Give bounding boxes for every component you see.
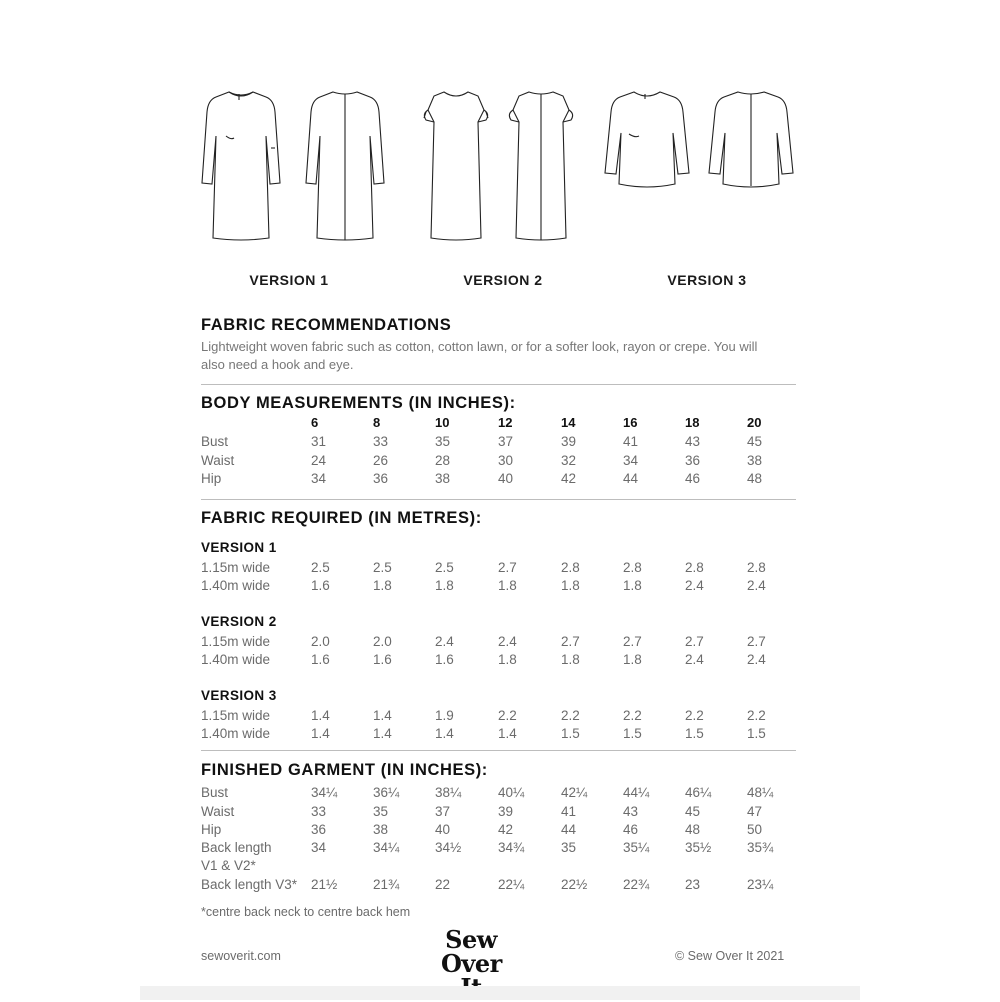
cell-value: 44	[561, 822, 577, 837]
cell-value: 2.8	[685, 560, 704, 575]
cell-value: 34	[623, 453, 639, 468]
cell-value: 28	[435, 453, 451, 468]
size-header: 8	[373, 415, 381, 430]
body-measurement-row	[201, 453, 801, 472]
cell-value: 2.7	[747, 634, 766, 649]
version-2-back-illustration	[501, 88, 581, 243]
cell-value: 1.6	[311, 578, 330, 593]
cell-value: 2.5	[435, 560, 454, 575]
fabric-required-row	[201, 726, 801, 745]
size-header: 20	[747, 415, 762, 430]
cell-value: 2.2	[685, 708, 704, 723]
cell-value: 36	[373, 471, 389, 486]
website-link[interactable]: sewoverit.com	[201, 949, 281, 963]
cell-value: 30	[498, 453, 514, 468]
row-label: Back length V3*	[201, 877, 298, 892]
cell-value: 1.8	[561, 652, 580, 667]
row-label: 1.15m wide	[201, 634, 271, 649]
cell-value: 47	[747, 804, 763, 819]
finished-garment-row	[201, 822, 801, 841]
cell-value: 34	[311, 840, 327, 855]
cell-value: 35½	[685, 840, 712, 855]
cell-value: 44	[623, 471, 639, 486]
cell-value: 48¼	[747, 785, 774, 800]
cell-value: 2.8	[561, 560, 580, 575]
cell-value: 33	[311, 804, 327, 819]
cell-value: 40	[498, 471, 514, 486]
body-measurement-row	[201, 471, 801, 490]
cell-value: 38	[373, 822, 389, 837]
cell-value: 45	[685, 804, 701, 819]
fabric-required-version-3-title: VERSION 3	[201, 688, 277, 703]
cell-value: 37	[435, 804, 451, 819]
cell-value: 1.8	[373, 578, 392, 593]
cell-value: 46	[685, 471, 701, 486]
copyright: © Sew Over It 2021	[675, 949, 785, 963]
fabric-required-title: FABRIC REQUIRED (IN METRES):	[201, 509, 482, 527]
row-label: 1.40m wide	[201, 726, 271, 741]
footnote: *centre back neck to centre back hem	[201, 905, 411, 919]
cell-value: 35¼	[623, 840, 650, 855]
cell-value: 1.5	[623, 726, 642, 741]
fabric-required-version-2-title: VERSION 2	[201, 614, 277, 629]
bottom-band	[140, 986, 860, 1000]
cell-value: 21½	[311, 877, 338, 892]
cell-value: 1.5	[747, 726, 766, 741]
row-label: Hip	[201, 471, 222, 486]
cell-value: 46	[623, 822, 639, 837]
cell-value: 1.4	[498, 726, 517, 741]
size-header: 10	[435, 415, 450, 430]
cell-value: 34½	[435, 840, 462, 855]
cell-value: 2.5	[373, 560, 392, 575]
version-2-front-illustration	[416, 88, 496, 243]
body-measurements-title: BODY MEASUREMENTS (IN INCHES):	[201, 394, 516, 412]
size-header: 16	[623, 415, 638, 430]
finished-garment-row	[201, 840, 801, 859]
cell-value: 1.6	[311, 652, 330, 667]
cell-value: 42	[498, 822, 514, 837]
cell-value: 1.8	[623, 652, 642, 667]
cell-value: 41	[561, 804, 577, 819]
row-label: Hip	[201, 822, 222, 837]
cell-value: 43	[685, 434, 701, 449]
cell-value: 33	[373, 434, 389, 449]
version-2-label: VERSION 2	[463, 272, 543, 288]
finished-garment-row	[201, 877, 801, 896]
cell-value: 34	[311, 471, 327, 486]
cell-value: 2.7	[685, 634, 704, 649]
fabric-required-row	[201, 708, 801, 727]
fabric-required-version-1-title: VERSION 1	[201, 540, 277, 555]
body-measurement-row	[201, 434, 801, 453]
cell-value: 38¼	[435, 785, 462, 800]
row-label: Bust	[201, 434, 229, 449]
cell-value: 35	[435, 434, 451, 449]
cell-value: 1.8	[623, 578, 642, 593]
cell-value: 2.8	[623, 560, 642, 575]
fabric-required-row	[201, 652, 801, 671]
cell-value: 1.6	[373, 652, 392, 667]
version-3-label: VERSION 3	[667, 272, 747, 288]
cell-value: 1.5	[685, 726, 704, 741]
size-header-row	[201, 415, 801, 434]
cell-value: 48	[685, 822, 701, 837]
cell-value: 1.8	[498, 578, 517, 593]
cell-value: 22¾	[623, 877, 650, 892]
cell-value: 34¼	[311, 785, 338, 800]
cell-value: 31	[311, 434, 327, 449]
row-label: 1.40m wide	[201, 578, 271, 593]
cell-value: 1.4	[311, 726, 330, 741]
cell-value: 2.4	[747, 652, 766, 667]
cell-value: 35	[373, 804, 389, 819]
row-label: Waist	[201, 453, 235, 468]
cell-value: 24	[311, 453, 327, 468]
cell-value: 41	[623, 434, 639, 449]
cell-value: 1.5	[561, 726, 580, 741]
cell-value: 1.6	[435, 652, 454, 667]
cell-value: 23	[685, 877, 701, 892]
row-label: V1 & V2*	[201, 858, 256, 873]
cell-value: 2.2	[498, 708, 517, 723]
cell-value: 1.4	[373, 726, 392, 741]
fabric-required-row	[201, 578, 801, 597]
cell-value: 45	[747, 434, 763, 449]
row-label: Waist	[201, 804, 235, 819]
divider	[201, 499, 796, 500]
cell-value: 34¼	[373, 840, 400, 855]
divider	[201, 750, 796, 751]
cell-value: 1.8	[561, 578, 580, 593]
cell-value: 36¼	[373, 785, 400, 800]
cell-value: 2.4	[435, 634, 454, 649]
cell-value: 50	[747, 822, 763, 837]
cell-value: 2.8	[747, 560, 766, 575]
cell-value: 40¼	[498, 785, 525, 800]
cell-value: 34¾	[498, 840, 525, 855]
version-3-back-illustration	[701, 88, 801, 198]
row-label: Bust	[201, 785, 229, 800]
version-1-label: VERSION 1	[249, 272, 329, 288]
cell-value: 38	[747, 453, 763, 468]
cell-value: 36	[311, 822, 327, 837]
cell-value: 2.7	[623, 634, 642, 649]
finished-garment-row	[201, 785, 801, 804]
cell-value: 43	[623, 804, 639, 819]
cell-value: 2.2	[747, 708, 766, 723]
cell-value: 22¼	[498, 877, 525, 892]
cell-value: 1.9	[435, 708, 454, 723]
cell-value: 42	[561, 471, 577, 486]
cell-value: 2.7	[498, 560, 517, 575]
cell-value: 37	[498, 434, 514, 449]
row-label: 1.15m wide	[201, 560, 271, 575]
cell-value: 2.0	[373, 634, 392, 649]
logo-line-1: Sew	[445, 925, 497, 954]
cell-value: 35¾	[747, 840, 774, 855]
size-header: 6	[311, 415, 319, 430]
fabric-recommendations-line-1: Lightweight woven fabric such as cotton, cotton lawn, or for a softer look, rayon or crepe. You will	[201, 339, 758, 354]
cell-value: 1.8	[498, 652, 517, 667]
cell-value: 39	[561, 434, 577, 449]
cell-value: 1.4	[311, 708, 330, 723]
cell-value: 2.0	[311, 634, 330, 649]
row-label: Back length	[201, 840, 272, 855]
cell-value: 2.7	[561, 634, 580, 649]
cell-value: 38	[435, 471, 451, 486]
cell-value: 2.4	[685, 578, 704, 593]
cell-value: 2.4	[498, 634, 517, 649]
cell-value: 32	[561, 453, 577, 468]
finished-garment-title: FINISHED GARMENT (IN INCHES):	[201, 761, 488, 779]
size-header: 14	[561, 415, 576, 430]
finished-garment-row	[201, 804, 801, 823]
row-label: 1.15m wide	[201, 708, 271, 723]
cell-value: 2.2	[561, 708, 580, 723]
cell-value: 26	[373, 453, 389, 468]
cell-value: 21¾	[373, 877, 400, 892]
divider	[201, 384, 796, 385]
finished-garment-row	[201, 858, 801, 877]
cell-value: 22	[435, 877, 451, 892]
version-3-front-illustration	[597, 88, 697, 198]
cell-value: 1.8	[435, 578, 454, 593]
fabric-required-row	[201, 560, 801, 579]
cell-value: 44¼	[623, 785, 650, 800]
fabric-recommendations-line-2: also need a hook and eye.	[201, 357, 354, 372]
cell-value: 2.4	[747, 578, 766, 593]
cell-value: 42¼	[561, 785, 588, 800]
logo-line-2: Over	[441, 949, 502, 978]
cell-value: 48	[747, 471, 763, 486]
cell-value: 1.4	[373, 708, 392, 723]
fabric-required-row	[201, 634, 801, 653]
cell-value: 46¼	[685, 785, 712, 800]
cell-value: 23¼	[747, 877, 774, 892]
cell-value: 1.4	[435, 726, 454, 741]
cell-value: 40	[435, 822, 451, 837]
cell-value: 39	[498, 804, 514, 819]
fabric-recommendations-title: FABRIC RECOMMENDATIONS	[201, 316, 452, 334]
size-header: 18	[685, 415, 700, 430]
cell-value: 2.5	[311, 560, 330, 575]
size-header: 12	[498, 415, 513, 430]
cell-value: 2.2	[623, 708, 642, 723]
cell-value: 2.4	[685, 652, 704, 667]
cell-value: 22½	[561, 877, 588, 892]
cell-value: 35	[561, 840, 577, 855]
version-1-back-illustration	[300, 88, 390, 243]
version-1-front-illustration	[196, 88, 286, 243]
row-label: 1.40m wide	[201, 652, 271, 667]
cell-value: 36	[685, 453, 701, 468]
